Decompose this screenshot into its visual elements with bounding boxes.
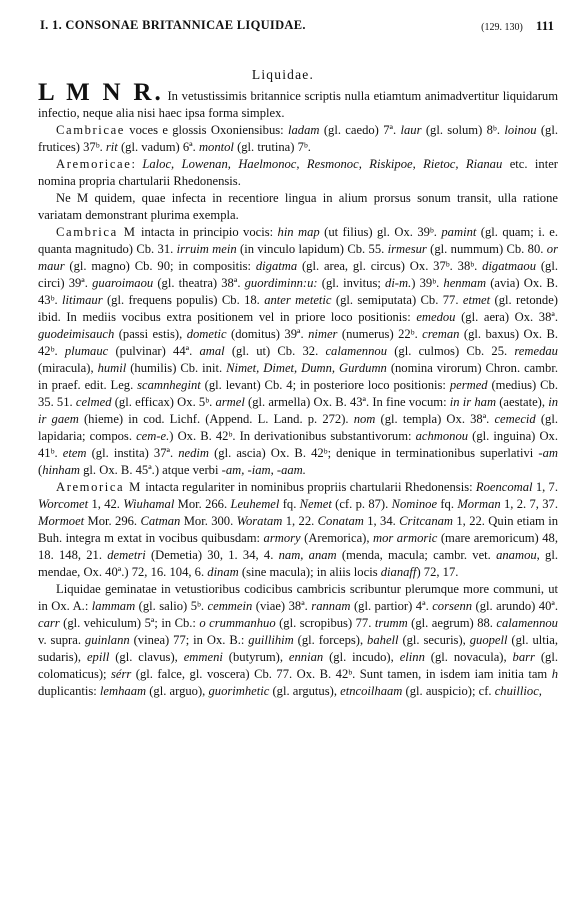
italic-term: h — [551, 667, 558, 681]
text-run: (humilis) Cb. init. — [126, 361, 227, 375]
text-run: Mor. 266. — [174, 497, 231, 511]
text-run: (cf. p. 87). — [331, 497, 392, 511]
text-run: fq. — [279, 497, 300, 511]
text-run: (gl. culmos) Cb. 25. — [387, 344, 515, 358]
text-run: (miracula), — [38, 361, 98, 375]
italic-term: permed — [449, 378, 488, 392]
italic-term: Catman — [140, 514, 181, 528]
italic-term: rit — [105, 140, 118, 154]
text-run: : — [131, 157, 143, 171]
initial-letters: L M N R. — [38, 79, 164, 106]
text-run: (gl. scropibus) 77. — [275, 616, 375, 630]
italic-term: hinham — [42, 463, 80, 477]
italic-term: loinou — [504, 123, 537, 137]
italic-term: dinam — [207, 565, 239, 579]
italic-term: litimaur — [62, 293, 103, 307]
italic-term: emedou — [416, 310, 456, 324]
section-title: Liquidae. — [251, 67, 315, 82]
text-run: (gl. falce, gl. voscera) Cb. 77. Ox. B. 42ᵇ. Sunt tamen, in isdem iam initia tam — [131, 667, 552, 681]
paragraph — [38, 122, 558, 156]
italic-term: nom — [353, 412, 376, 426]
text-run: (gl. forceps), — [293, 633, 368, 647]
text-run: (gl. salio) 5ᵇ. — [135, 599, 208, 613]
italic-term: henmam — [443, 276, 487, 290]
text-run: (menda, macula; cambr. vet. — [336, 548, 497, 562]
italic-term: dianaff — [380, 565, 417, 579]
text-run: 1, 34. — [363, 514, 400, 528]
italic-term: cemmein — [207, 599, 253, 613]
text-run: (nomina virorum) Chron. cambr. in praef. edit. Leg. — [38, 361, 558, 392]
text-run: (aestate), — [496, 395, 549, 409]
text-run: 1, 42. — [88, 497, 124, 511]
italic-term: digatmaou — [482, 259, 537, 273]
text-run: (gl. colomaticus); — [38, 650, 558, 681]
paragraph — [38, 156, 558, 190]
italic-term: dometic — [186, 327, 227, 341]
text-run: (mare aremoricum) 48, 18. 148, 21. — [38, 531, 558, 562]
paragraph — [38, 224, 558, 479]
italic-term: Nimet, Dimet, Dumn, Gurdumn — [226, 361, 387, 375]
text-run: (ut filius) gl. Ox. 39ᵇ. — [319, 225, 442, 239]
italic-term: etmet — [462, 293, 491, 307]
text-run: ) Ox. B. 42ᵇ. In derivationibus substantivorum: — [169, 429, 416, 443]
paragraph — [38, 581, 558, 700]
paragraph — [38, 190, 558, 224]
text-run: (gl. area, gl. circus) Ox. 37ᵇ. 38ᵇ. — [297, 259, 483, 273]
text-run: (gl. armella) Ox. B. 43ª. In fine vocum: — [244, 395, 450, 409]
text-run: (gl. semiputata) Cb. 77. — [331, 293, 463, 307]
italic-term: carr — [38, 616, 60, 630]
italic-term: cemecid — [494, 412, 536, 426]
italic-term: mor armoric — [373, 531, 438, 545]
italic-term: in ir ham — [449, 395, 497, 409]
text-run: (in vinculo lapidum) Cb. 55. — [236, 242, 388, 256]
text-run: (gl. arundo) 40ª. — [472, 599, 558, 613]
paragraph — [38, 479, 558, 581]
text-run: (gl. vadum) 6ª. — [117, 140, 199, 154]
italic-term: creman — [422, 327, 460, 341]
italic-term: Mormoet — [38, 514, 85, 528]
italic-term: plumauc — [64, 344, 109, 358]
italic-term: Wiuhamal — [123, 497, 175, 511]
text-run: Mor. 296. — [84, 514, 141, 528]
italic-term: barr — [512, 650, 535, 664]
text-run: (gl. ut) Cb. 32. — [224, 344, 326, 358]
header-right — [481, 18, 554, 34]
text-run: duplicantis: — [38, 684, 100, 698]
text-run: , gl. mendae, Ox. 40ª.) 72, 16. 104, 6. — [38, 548, 559, 579]
italic-term: ladam — [288, 123, 320, 137]
text-run: intacta regulariter in nominibus propriis chartularii Rhedonensis: — [141, 480, 476, 494]
italic-term: pamint — [441, 225, 477, 239]
text-run: (domitus) 39ª. — [226, 327, 309, 341]
italic-term: calamennou — [496, 616, 558, 630]
italic-term: achmonou — [415, 429, 469, 443]
spaced-heading: Cambricae — [56, 123, 125, 137]
italic-term: trumm — [374, 616, 408, 630]
text-run: (medius) Cb. 35. 51. — [38, 378, 558, 409]
text-run: (gl. aegrum) 88. — [407, 616, 497, 630]
italic-term: or maur — [38, 242, 558, 273]
text-run: In vetustissimis britannice scriptis nulla etiamtum animadvertitur liquidarum infectio, neque alia nisi haec ipsa forma simplex. — [38, 89, 558, 120]
italic-term: guordiminn:u: — [244, 276, 318, 290]
text-run: (gl. lapidaria; compos. — [38, 412, 558, 443]
italic-term: in ir gaem — [38, 395, 559, 426]
italic-term: humil — [97, 361, 127, 375]
text-run: (gl. baxus) Ox. B. 42ᵇ. — [38, 327, 558, 358]
text-run: (gl. efficax) Ox. 5ᵇ. — [111, 395, 216, 409]
italic-term: Critcanam — [399, 514, 454, 528]
italic-term: Leuhemel — [230, 497, 280, 511]
italic-term: Nemet — [299, 497, 332, 511]
italic-term: lammam — [91, 599, 136, 613]
text-run: (gl. retonde) ibid. In mediis vocibus extra positionem vel in priore loco positionis: — [38, 293, 558, 324]
italic-term: irruim mein — [176, 242, 237, 256]
text-run: (gl. ascia) Ox. B. 42ᵇ; denique in terminationibus superlativi — [209, 446, 539, 460]
text-run: gl. Ox. B. 45ª.) atque verbi — [79, 463, 222, 477]
text-run: (Aremorica), — [300, 531, 373, 545]
italic-term: etem — [62, 446, 87, 460]
text-run: (gl. caedo) 7ª. — [319, 123, 401, 137]
text-run: (gl. auspicio); cf. — [402, 684, 495, 698]
italic-term: ennian — [288, 650, 324, 664]
italic-term: -am, -iam, -aam. — [221, 463, 306, 477]
text-run: (butyrum), — [222, 650, 289, 664]
italic-term: Nominoe — [391, 497, 438, 511]
italic-term: epill — [86, 650, 110, 664]
italic-term: celmed — [75, 395, 112, 409]
italic-term: Morman — [457, 497, 501, 511]
italic-term: nedim — [178, 446, 210, 460]
italic-term: nam, anam — [278, 548, 337, 562]
italic-term: etncoilhaam — [340, 684, 403, 698]
italic-term: guillihim — [248, 633, 294, 647]
text-run: 1, 2. 7, 37. — [500, 497, 558, 511]
italic-term: guodeimisauch — [38, 327, 115, 341]
italic-term: armory — [263, 531, 301, 545]
text-run: (gl. frutices) 37ᵇ. — [38, 123, 558, 154]
italic-term: guopell — [469, 633, 508, 647]
italic-term: di-m. — [385, 276, 412, 290]
text-run: (Demetia) 30, 1. 34, 4. — [145, 548, 279, 562]
text-run: (gl. argutus), — [269, 684, 341, 698]
text-run: (gl. instita) 37ª. — [86, 446, 179, 460]
text-run: (pulvinar) 44ª. — [108, 344, 200, 358]
text-run: (gl. quam; i. e. quanta magnitudo) Cb. 31. — [38, 225, 558, 256]
text-run: (gl. vehiculum) 5ª; in Cb.: — [59, 616, 200, 630]
text-run: (gl. invitus; — [317, 276, 386, 290]
text-run: (gl. frequens populis) Cb. 18. — [102, 293, 265, 307]
italic-term: Worcomet — [38, 497, 89, 511]
text-run: (viae) 38ª. — [252, 599, 312, 613]
paragraph — [38, 79, 558, 122]
italic-term: corsenn — [432, 599, 473, 613]
italic-term: cem-e. — [136, 429, 170, 443]
italic-term: Conatam — [317, 514, 364, 528]
italic-term: -am — [538, 446, 558, 460]
italic-term: Woratam — [236, 514, 283, 528]
italic-term: digatma — [255, 259, 298, 273]
italic-term: montol — [198, 140, 234, 154]
italic-term: lemhaam — [99, 684, 147, 698]
italic-term: guinlann — [84, 633, 130, 647]
italic-term: calamennou — [325, 344, 387, 358]
italic-term: anamou — [496, 548, 537, 562]
italic-term: rannam — [311, 599, 351, 613]
running-header — [40, 18, 554, 38]
text-run: 1, 7. — [532, 480, 558, 494]
text-run: ) 39ᵇ. — [411, 276, 444, 290]
text-run: fq. — [437, 497, 458, 511]
italic-term: scamnhegint — [137, 378, 201, 392]
italic-term: remedau — [514, 344, 558, 358]
text-run: (gl. magno) Cb. 90; in compositis: — [64, 259, 256, 273]
text-run: 1, 22. — [282, 514, 318, 528]
text-run: (gl. solum) 8ᵇ. — [421, 123, 505, 137]
italic-term: Roencomal — [475, 480, 533, 494]
text-run: (vinea) 77; in Ox. B.: — [129, 633, 249, 647]
text-run: voces e glossis Oxoniensibus: — [124, 123, 288, 137]
italic-term: hin map — [277, 225, 320, 239]
header-title: I. 1. CONSONAE BRITANNICAE LIQUIDAE. — [40, 18, 306, 32]
body-text — [38, 79, 559, 700]
italic-term: demetri — [107, 548, 146, 562]
italic-term: o crummanhuo — [199, 616, 276, 630]
text-run: Liquidae geminatae in vetustioribus codicibus cambricis scribuntur plerumque more communi, ut in Ox. A.: — [38, 582, 558, 613]
text-run: etc. inter nomina propria chartularii Rhedonensis. — [38, 157, 559, 188]
text-run: (gl. arguo), — [146, 684, 209, 698]
text-run: (gl. ultia, sudaris), — [38, 633, 558, 664]
italic-term: guorimhetic — [208, 684, 270, 698]
italic-term: amal — [199, 344, 225, 358]
text-run: (gl. clavus), — [109, 650, 184, 664]
text-run: (gl. securis), — [398, 633, 470, 647]
text-run: (gl. partior) 4ª. — [350, 599, 433, 613]
italic-term: emmeni — [183, 650, 223, 664]
italic-term: elinn — [399, 650, 425, 664]
text-run: (gl. levant) Cb. 4; in posteriore loco positionis: — [200, 378, 450, 392]
text-run: (gl. incudo), — [323, 650, 400, 664]
text-run: (gl. circi) 39ª. — [38, 259, 558, 290]
text-run: Mor. 300. — [180, 514, 237, 528]
text-run: (gl. aera) Ox. 38ª. — [455, 310, 558, 324]
text-run: (gl. templa) Ox. 38ª. — [375, 412, 495, 426]
text-run: ) 72, 17. — [416, 565, 459, 579]
text-run: (gl. novacula), — [424, 650, 513, 664]
text-run: (gl. inguina) Ox. 41ᵇ. — [38, 429, 558, 460]
text-run: (gl. trutina) 7ᵇ. — [233, 140, 311, 154]
text-run: (sine macula); in aliis locis — [238, 565, 381, 579]
text-run: (passi estis), — [114, 327, 187, 341]
text-run: v. supra. — [38, 633, 85, 647]
italic-term: chuillioc, — [494, 684, 542, 698]
spaced-heading: Aremorica M — [56, 480, 142, 494]
italic-term: irmesur — [387, 242, 427, 256]
text-run: intacta in principio vocis: — [136, 225, 278, 239]
italic-term: nimer — [308, 327, 338, 341]
italic-term: armel — [215, 395, 245, 409]
spaced-heading: Cambrica M — [56, 225, 137, 239]
italic-term: bahell — [367, 633, 399, 647]
page-number: 111 — [535, 18, 554, 33]
text-run: (gl. nummum) Cb. 80. — [426, 242, 547, 256]
spaced-heading: Aremoricae — [56, 157, 132, 171]
text-run: ( — [38, 463, 43, 477]
header-section-numbers: (129. 130) — [481, 22, 523, 33]
italic-term: sérr — [111, 667, 132, 681]
italic-term: anter metetic — [264, 293, 332, 307]
text-run: (avia) Ox. B. 43ᵇ. — [38, 276, 558, 307]
text-run: Ne M quidem, quae infecta in recentiore lingua in alium prorsus sonum transit, ulla ratione variatam demonstrant plurima exempla. — [38, 191, 558, 222]
italic-term: Laloc, Lowenan, Haelmonoc, Resmonoc, Riskipoe, Rietoc, Rianau — [142, 157, 503, 171]
text-run: (hieme) in cod. Lichf. (Append. L. Land. p. 272). — [78, 412, 354, 426]
italic-term: laur — [400, 123, 422, 137]
text-run: 1, 22. Quin etiam in Buh. integra m extat in vocibus quibusdam: — [38, 514, 558, 545]
text-run: (gl. theatra) 38ª. — [153, 276, 245, 290]
italic-term: guaroimaou — [92, 276, 154, 290]
text-run: (numerus) 22ᵇ. — [337, 327, 423, 341]
